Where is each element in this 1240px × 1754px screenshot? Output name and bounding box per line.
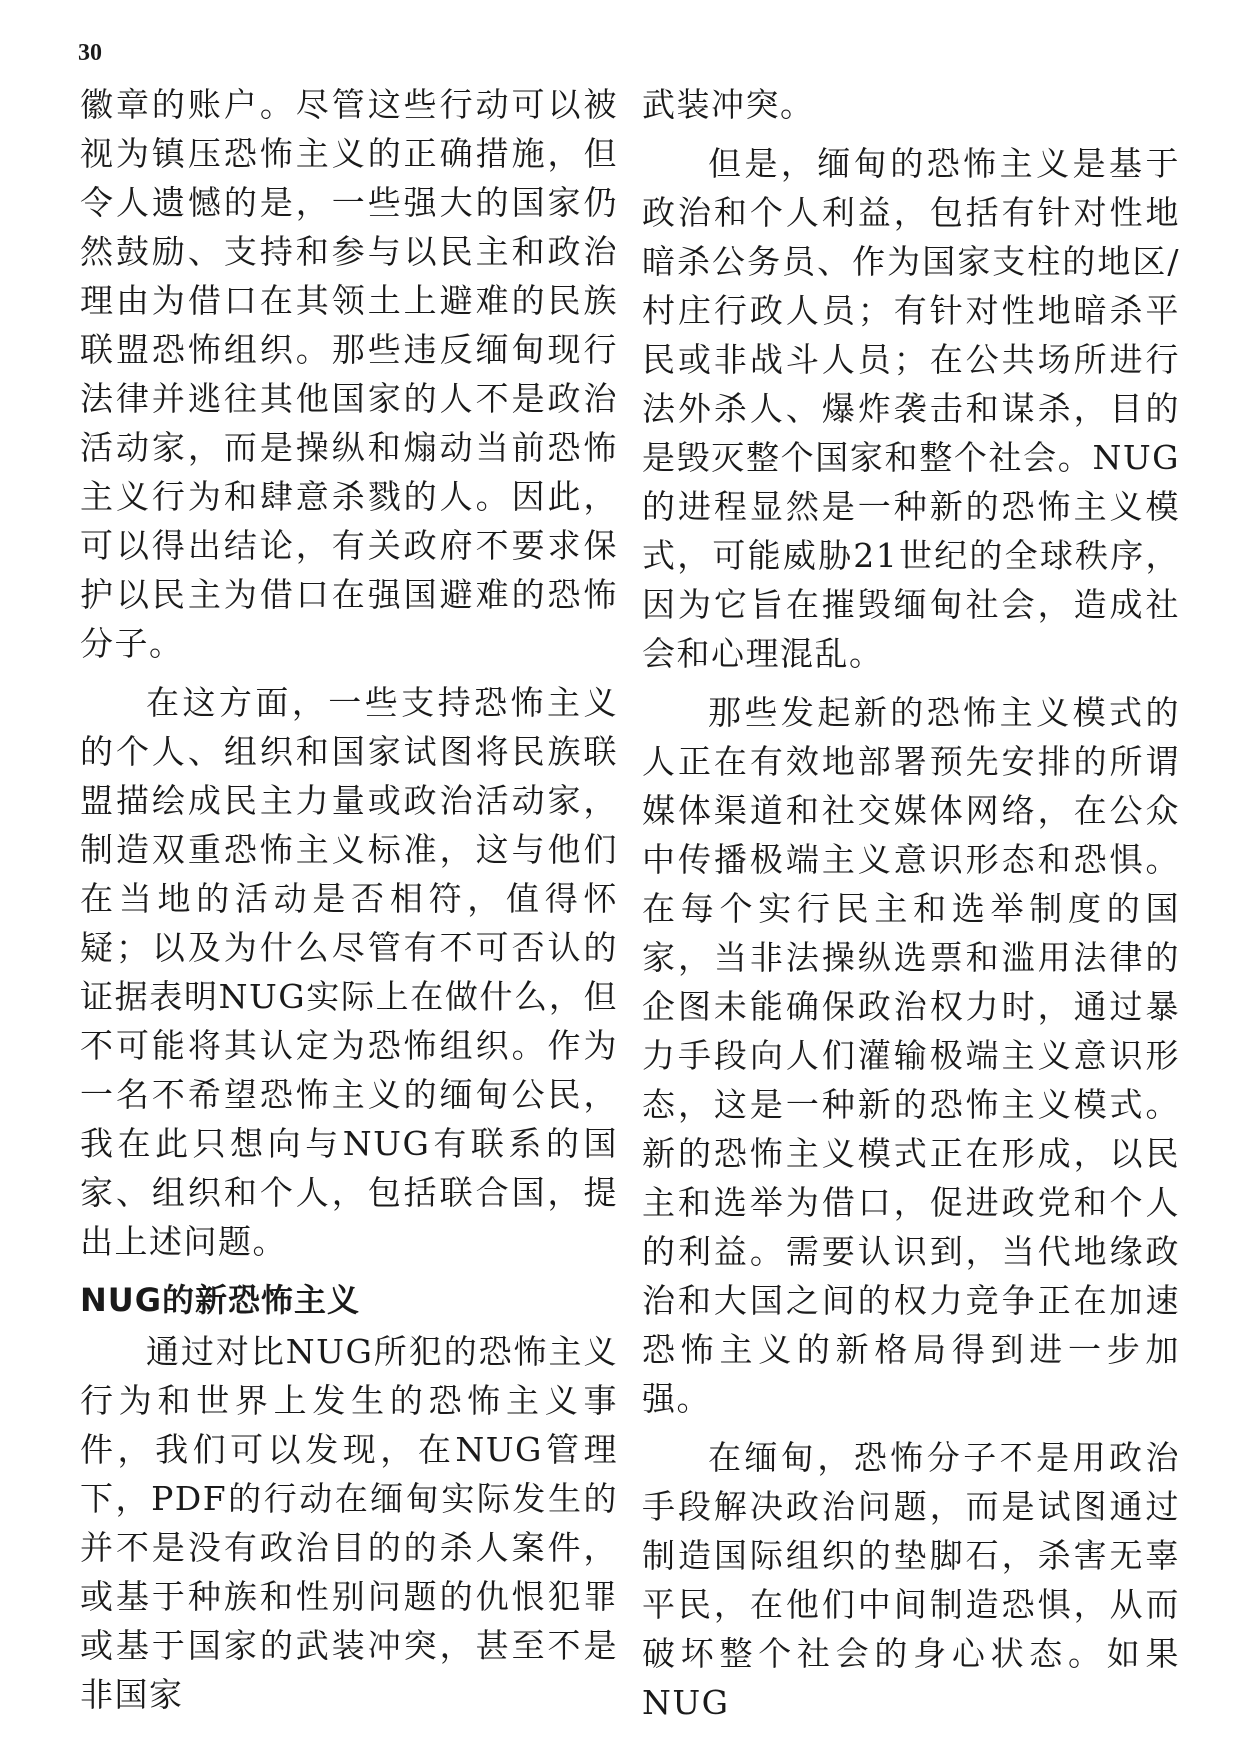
section-heading: NUG的新恐怖主义 xyxy=(80,1281,361,1319)
page-number: 30 xyxy=(78,40,102,66)
right-paragraph-4: 在缅甸，恐怖分子不是用政治手段解决政治问题，而是试图通过制造国际组织的垫脚石，杀害无辜平民，在他们中间制造恐惧，从而破坏整个社会的身心状态。如果NUG xyxy=(642,1438,1180,1722)
right-paragraph-1: 武装冲突。 xyxy=(642,85,815,124)
left-column xyxy=(80,80,618,1729)
right-paragraph-3: 那些发起新的恐怖主义模式的人正在有效地部署预先安排的所谓媒体渠道和社交媒体网络，在公众中传播极端主义意识形态和恐惧。在每个实行民主和选举制度的国家，当非法操纵选票和滥用法律的企图未能确保政治权力时，通过暴力手段向人们灌输极端主义意识形态，这是一种新的恐怖主义模式。新的恐怖主义模式正在形成，以民主和选举为借口，促进政党和个人的利益。需要认识到，当代地缘政治和大国之间的权力竞争正在加速恐怖主义的新格局得到进一步加强。 xyxy=(642,693,1180,1418)
left-paragraph-3: 通过对比NUG所犯的恐怖主义行为和世界上发生的恐怖主义事件，我们可以发现，在NUG管理下，PDF的行动在缅甸实际发生的并不是没有政治目的的杀人案件，或基于种族和性别问题的仇恨犯罪或基于国家的武装冲突，甚至不是非国家 xyxy=(80,1332,618,1714)
left-paragraph-1: 徽章的账户。尽管这些行动可以被视为镇压恐怖主义的正确措施，但令人遗憾的是，一些强大的国家仍然鼓励、支持和参与以民主和政治理由为借口在其领土上避难的民族联盟恐怖组织。那些违反缅甸现行法律并逃往其他国家的人不是政治活动家，而是操纵和煽动当前恐怖主义行为和肆意杀戮的人。因此，可以得出结论，有关政府不要求保护以民主为借口在强国避难的恐怖分子。 xyxy=(80,85,618,663)
left-paragraph-2: 在这方面，一些支持恐怖主义的个人、组织和国家试图将民族联盟描绘成民主力量或政治活动家，制造双重恐怖主义标准，这与他们在当地的活动是否相符，值得怀疑；以及为什么尽管有不可否认的证据表明NUG实际上在做什么，但不可能将其认定为恐怖组织。作为一名不希望恐怖主义的缅甸公民，我在此只想向与NUG有联系的国家、组织和个人，包括联合国，提出上述问题。 xyxy=(80,683,618,1261)
right-paragraph-2: 但是，缅甸的恐怖主义是基于政治和个人利益，包括有针对性地暗杀公务员、作为国家支柱的地区/村庄行政人员；有针对性地暗杀平民或非战斗人员；在公共场所进行法外杀人、爆炸袭击和谋杀，目的是毁灭整个国家和整个社会。NUG的进程显然是一种新的恐怖主义模式，可能威胁21世纪的全球秩序，因为它旨在摧毁缅甸社会，造成社会和心理混乱。 xyxy=(642,144,1180,673)
right-column xyxy=(642,80,1180,1737)
